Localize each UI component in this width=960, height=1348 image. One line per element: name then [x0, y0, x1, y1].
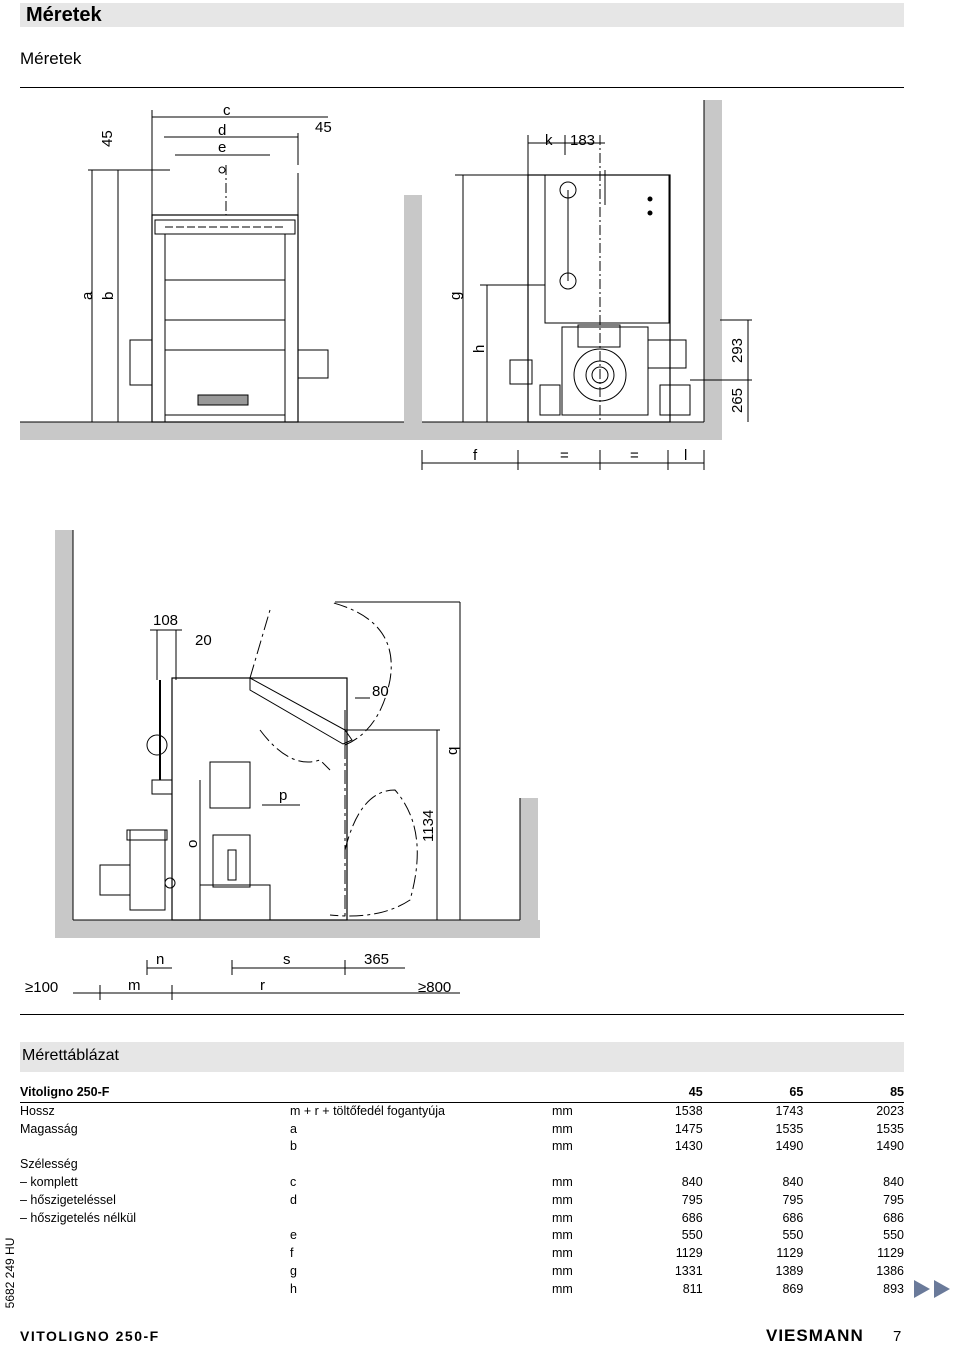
table-row [20, 1210, 904, 1228]
dim-label-20: 20 [195, 632, 212, 649]
table-cell: Szélesség [20, 1157, 78, 1172]
table-cell: 550 [681, 1228, 703, 1243]
table-cell: d [290, 1192, 297, 1207]
table-cell: mm [552, 1139, 573, 1154]
table-cell: mm [552, 1174, 573, 1189]
table-cell: mm [552, 1210, 573, 1225]
table-cell [20, 1245, 290, 1263]
table-row [20, 1281, 904, 1299]
table-cell [290, 1210, 552, 1228]
section-title: Méretek [20, 49, 82, 68]
table-cell: 1490 [775, 1139, 804, 1154]
table-cell [703, 1156, 804, 1174]
table-cell: Vitoligno 250-F [20, 1084, 290, 1102]
table-row [20, 1227, 904, 1245]
table-title: Mérettáblázat [22, 1047, 119, 1064]
table-cell: Magasság [20, 1121, 78, 1136]
dim-label-h: h [471, 344, 488, 353]
table-cell [602, 1156, 703, 1174]
table-cell: mm [552, 1103, 573, 1118]
header-title: Méretek [26, 4, 102, 26]
table-cell: – hőszigeteléssel [20, 1192, 116, 1207]
table-cell: 840 [883, 1174, 904, 1189]
table-cell: mm [552, 1263, 573, 1278]
table-cell: mm [552, 1121, 573, 1136]
dim-label-e: e [218, 139, 227, 156]
table-cell: 1475 [674, 1121, 703, 1136]
table-row [20, 1263, 904, 1281]
table-cell: b [290, 1139, 297, 1154]
viessmann-logo: VIESMANN [766, 1326, 864, 1345]
footer-product: VITOLIGNO 250-F [20, 1328, 160, 1344]
dim-label-365: 365 [364, 951, 390, 968]
table-cell: 1490 [876, 1139, 904, 1154]
table-cell: 1430 [674, 1139, 703, 1154]
dim-label-293: 293 [729, 337, 746, 363]
dim-label-eq1: = [560, 447, 569, 464]
table-cell: 795 [883, 1192, 904, 1207]
dim-label-c: c [223, 102, 231, 119]
dim-label-g: g [447, 291, 464, 300]
table-cell: 2023 [876, 1103, 904, 1118]
dim-label-45-left: 45 [99, 130, 116, 147]
table-cell: 550 [883, 1228, 904, 1243]
table-cell: – komplett [20, 1174, 78, 1189]
table-cell: 85 [803, 1084, 904, 1102]
dim-label-n: n [156, 951, 165, 968]
table-cell: 65 [703, 1084, 804, 1102]
page-number: 7 [893, 1328, 902, 1345]
dim-label-d: d [218, 122, 227, 139]
table-cell: a [290, 1121, 297, 1136]
table-cell: 1331 [674, 1263, 703, 1278]
table-cell: mm [552, 1246, 573, 1261]
table-cell: 811 [682, 1281, 703, 1296]
dim-label-o: o [184, 839, 201, 848]
dim-label-m: m [128, 977, 141, 994]
table-cell [20, 1263, 290, 1281]
table-cell: 686 [883, 1210, 904, 1225]
dim-label-183: 183 [570, 132, 596, 149]
table-cell: f [290, 1246, 294, 1261]
dim-label-min800: ≥800 [418, 979, 452, 996]
table-cell: 1538 [674, 1103, 703, 1118]
table-cell: 550 [782, 1228, 804, 1243]
dim-label-l: l [684, 447, 688, 464]
table-row [20, 1156, 904, 1174]
dim-label-45-right: 45 [315, 119, 332, 136]
dimension-table [20, 1084, 904, 1299]
table-row [20, 1102, 904, 1120]
dim-label-108: 108 [153, 612, 179, 629]
dim-label-q: q [444, 746, 461, 755]
table-cell: 840 [681, 1174, 703, 1189]
table-cell: m + r + töltőfedél fogantyúja [290, 1103, 445, 1118]
table-cell: g [290, 1263, 297, 1278]
table-cell: mm [552, 1228, 573, 1243]
dim-label-min100: ≥100 [25, 979, 59, 996]
table-cell: Hossz [20, 1103, 55, 1118]
dim-label-a: a [79, 291, 96, 300]
table-cell [290, 1084, 552, 1102]
table-cell: c [290, 1174, 297, 1189]
header-bar [20, 3, 904, 27]
table-cell: 1743 [775, 1103, 804, 1118]
table-row [20, 1138, 904, 1156]
doc-code: 5682 249 HU [3, 1237, 17, 1309]
table-cell: e [290, 1228, 297, 1243]
table-header-row [20, 1084, 904, 1102]
dim-label-80: 80 [372, 683, 389, 700]
table-cell [20, 1138, 290, 1156]
table-cell: 795 [782, 1192, 804, 1207]
table-row [20, 1121, 904, 1139]
table-cell [20, 1227, 290, 1245]
table-cell: 45 [602, 1084, 703, 1102]
table-row [20, 1174, 904, 1192]
table-cell: 795 [681, 1192, 703, 1207]
table-cell: 1535 [876, 1121, 904, 1136]
mid-rule [20, 1014, 904, 1015]
table-cell [552, 1156, 602, 1174]
table-cell: 1129 [776, 1246, 804, 1261]
front-side-drawing [0, 95, 960, 475]
table-cell: mm [552, 1281, 573, 1296]
table-title-bar [20, 1042, 904, 1072]
table-cell: 893 [883, 1281, 904, 1296]
table-cell: 686 [681, 1210, 703, 1225]
table-cell: h [290, 1281, 297, 1296]
table-cell: mm [552, 1192, 573, 1207]
table-cell: 1129 [877, 1246, 904, 1261]
side-section-drawing [0, 530, 960, 1000]
table-cell [20, 1281, 290, 1299]
table-row [20, 1245, 904, 1263]
table-row [20, 1192, 904, 1210]
table-cell: – hőszigetelés nélkül [20, 1210, 137, 1225]
table-cell: 1386 [876, 1263, 904, 1278]
table-cell [290, 1156, 552, 1174]
dim-label-k: k [545, 132, 553, 149]
table-cell [803, 1156, 904, 1174]
dim-label-s: s [283, 951, 291, 968]
table-cell: 1535 [775, 1121, 804, 1136]
top-rule [20, 87, 904, 88]
table-cell: 1389 [775, 1263, 804, 1278]
dim-label-f: f [473, 447, 478, 464]
dim-label-265: 265 [729, 387, 746, 413]
dim-label-eq2: = [630, 447, 639, 464]
dim-label-1134: 1134 [420, 809, 437, 842]
dim-label-b: b [100, 291, 117, 300]
dim-label-p: p [279, 787, 288, 804]
table-cell [552, 1084, 602, 1102]
table-cell: 1129 [675, 1246, 703, 1261]
next-page-arrow-icon [914, 1278, 956, 1300]
table-cell: 869 [782, 1281, 804, 1296]
table-cell: 840 [782, 1174, 804, 1189]
table-cell: 686 [782, 1210, 804, 1225]
dim-label-r: r [260, 977, 265, 994]
